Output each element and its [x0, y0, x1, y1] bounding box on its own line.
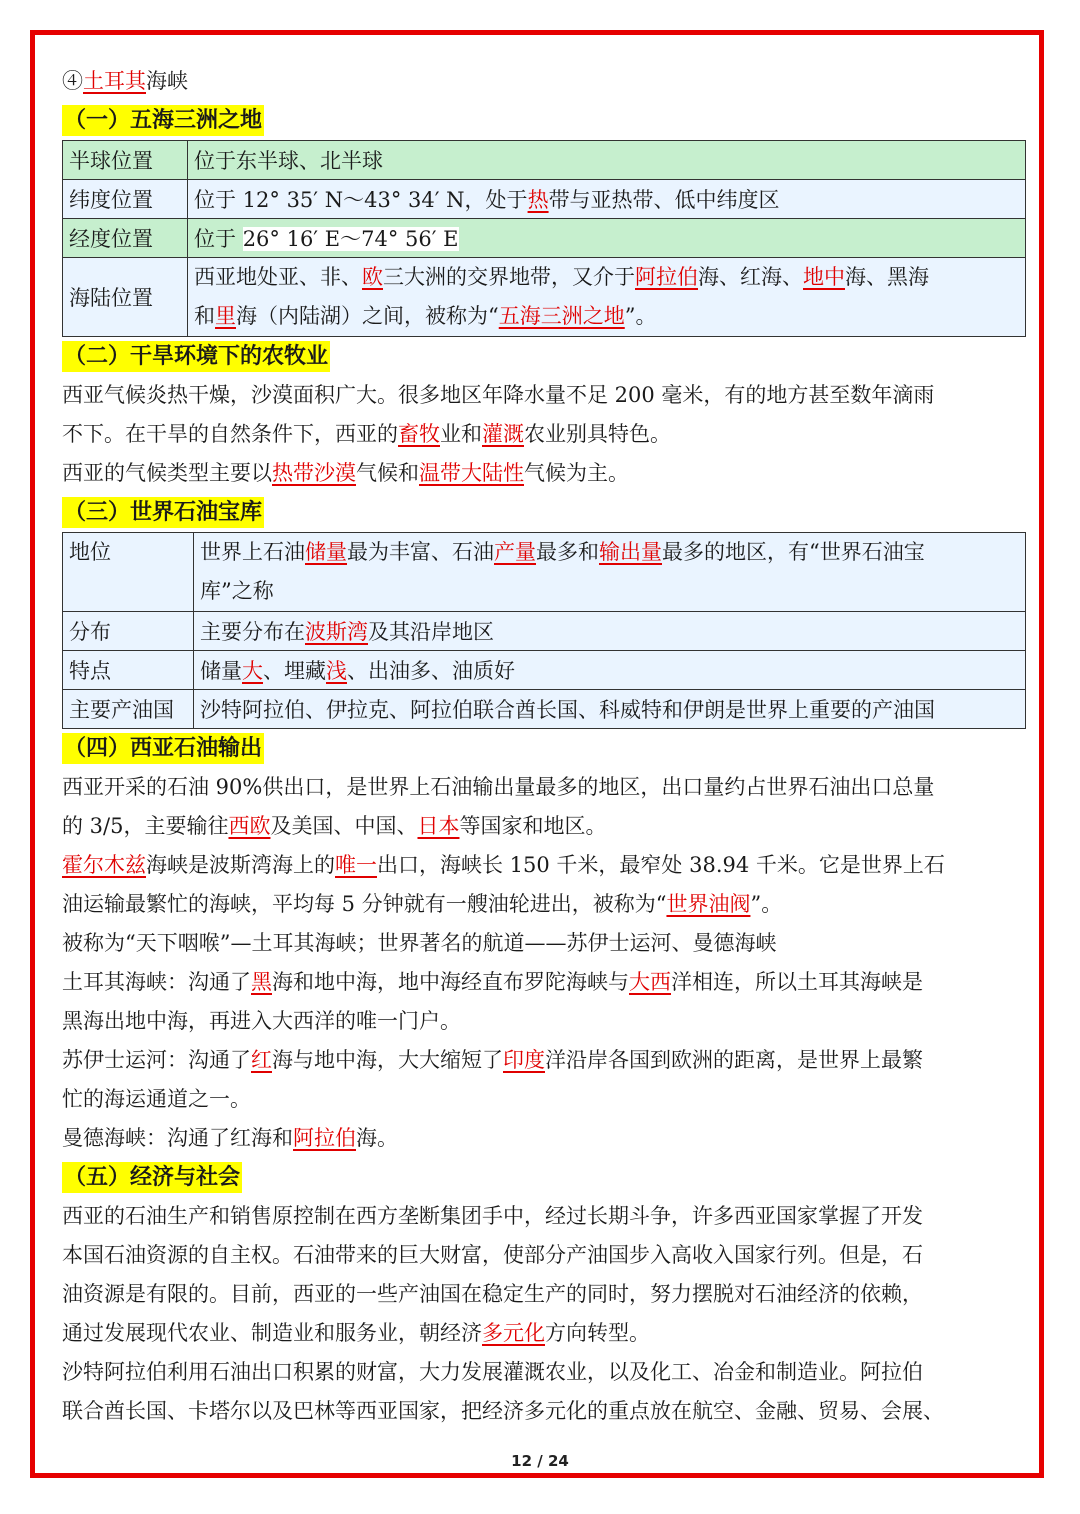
paragraph-line: 油资源是有限的。目前，西亚的一些产油国在稳定生产的同时，努力摆脱对石油经济的依赖，	[62, 1282, 923, 1306]
table-row: 纬度位置 位于 12° 35′ N～43° 34′ N，处于热带与亚热带、低中纬度区	[63, 180, 1026, 219]
paragraph-line: 的 3/5，主要输往西欧及美国、中国、日本等国家和地区。	[62, 814, 607, 838]
table-row: 地位 世界上石油储量最为丰富、石油产量最多和输出量最多的地区，有“世界石油宝 库”之称	[63, 533, 1026, 612]
table-row: 半球位置 位于东半球、北半球	[63, 141, 1026, 180]
table-row: 主要产油国 沙特阿拉伯、伊拉克、阿拉伯联合酋长国、科威特和伊朗是世界上重要的产油国	[63, 690, 1026, 729]
section-heading-5: （五）经济与社会	[62, 1158, 1026, 1197]
paragraph-line: 西亚气候炎热干燥，沙漠面积广大。很多地区年降水量不足 200 毫米，有的地方甚至数年滴雨	[62, 383, 935, 407]
paragraph-line: 沙特阿拉伯利用石油出口积累的财富，大力发展灌溉农业，以及化工、冶金和制造业。阿拉伯	[62, 1360, 923, 1384]
table-row: 经度位置 位于 26° 16′ E～74° 56′ E	[63, 219, 1026, 258]
location-table	[62, 140, 1026, 337]
section-heading-4: （四）西亚石油输出	[62, 729, 1026, 768]
document-content	[62, 62, 1026, 1431]
oil-table	[62, 532, 1026, 729]
table-row: 特点 储量大、埋藏浅、出油多、油质好	[63, 651, 1026, 690]
paragraph-line: 忙的海运通道之一。	[62, 1087, 251, 1111]
section-heading-3: （三）世界石油宝库	[62, 493, 1026, 532]
paragraph-line: 联合酋长国、卡塔尔以及巴林等西亚国家，把经济多元化的重点放在航空、金融、贸易、会展、	[62, 1399, 944, 1423]
paragraph-line: 不下。在干旱的自然条件下，西亚的畜牧业和灌溉农业别具特色。	[62, 422, 671, 446]
paragraph-line: 被称为“天下咽喉”—土耳其海峡；世界著名的航道——苏伊士运河、曼德海峡	[62, 931, 777, 955]
section-heading-1: （一）五海三洲之地	[62, 101, 1026, 140]
paragraph-line: 西亚的气候类型主要以热带沙漠气候和温带大陆性气候为主。	[62, 461, 629, 485]
paragraph-line: 通过发展现代农业、制造业和服务业，朝经济多元化方向转型。	[62, 1321, 650, 1345]
paragraph-line: 曼德海峡：沟通了红海和阿拉伯海。	[62, 1126, 398, 1150]
paragraph-line: 土耳其海峡：沟通了黑海和地中海，地中海经直布罗陀海峡与大西洋相连，所以土耳其海峡是	[62, 970, 923, 994]
page-number: 12 / 24	[511, 1452, 569, 1470]
paragraph-line: 苏伊士运河：沟通了红海与地中海，大大缩短了印度洋沿岸各国到欧洲的距离，是世界上最繁	[62, 1048, 923, 1072]
paragraph-line: 油运输最繁忙的海峡，平均每 5 分钟就有一艘油轮进出，被称为“世界油阀”。	[62, 892, 783, 916]
paragraph-line: 黑海出地中海，再进入大西洋的唯一门户。	[62, 1009, 461, 1033]
paragraph-line: 西亚开采的石油 90%供出口，是世界上石油输出量最多的地区，出口量约占世界石油出口总量	[62, 775, 935, 799]
paragraph-line: 霍尔木兹海峡是波斯湾海上的唯一出口，海峡长 150 千米，最窄处 38.94 千米。它是世界上石	[62, 853, 945, 877]
strait-title: ④土耳其海峡	[62, 69, 188, 93]
table-row: 海陆位置 西亚地处亚、非、欧三大洲的交界地带，又介于阿拉伯海、红海、地中海、黑海 和里海（内陆湖）之间，被称为“五海三洲之地”。	[63, 258, 1026, 337]
paragraph-line: 本国石油资源的自主权。石油带来的巨大财富，使部分产油国步入高收入国家行列。但是，石	[62, 1243, 923, 1267]
paragraph-line: 西亚的石油生产和销售原控制在西方垄断集团手中，经过长期斗争，许多西亚国家掌握了开发	[62, 1204, 923, 1228]
section-heading-2: （二）干旱环境下的农牧业	[62, 337, 1026, 376]
table-row: 分布 主要分布在波斯湾及其沿岸地区	[63, 612, 1026, 651]
